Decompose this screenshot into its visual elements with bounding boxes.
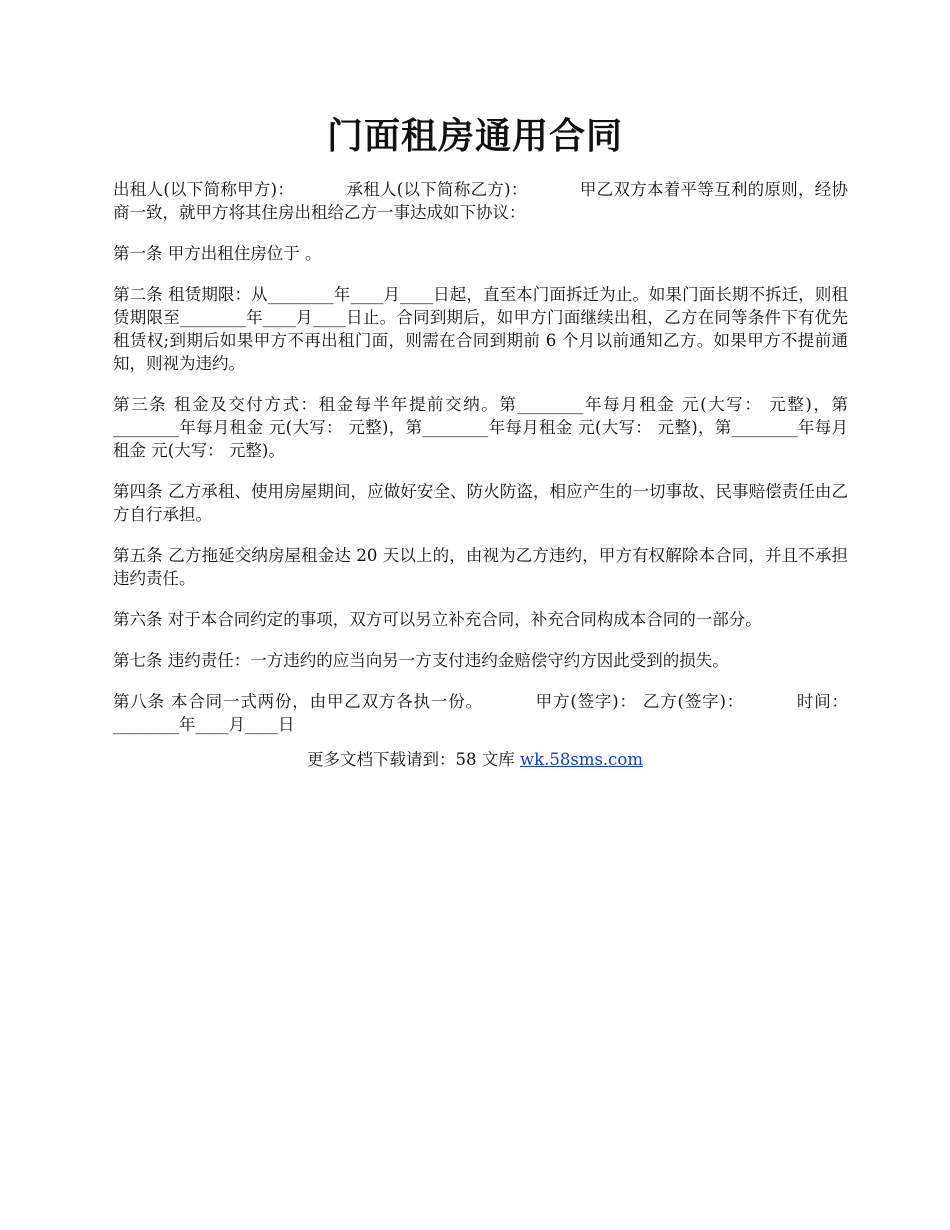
document-title: 门面租房通用合同 (326, 115, 623, 157)
article-6: 第六条 对于本合同约定的事项，双方可以另立补充合同，补充合同构成本合同的一部分。 (113, 610, 762, 629)
intro-text: 甲乙双方本着平等互利的原则，经协商一致，就甲方将其住房出租给乙方一事达成如下协议： (113, 180, 849, 222)
lessee-label: 承租人(以下简称乙方)： (346, 180, 528, 199)
time-label: 时间： (796, 692, 849, 711)
article-8 (113, 690, 848, 736)
article-3: 第三条 租金及交付方式：租金每半年提前交纳。第________年每月租金 元(大写： 元整)，第________年每月租金 元(大写： 元整)，第________年每月租金 元(大写： 元整)，第________年每月租金 元(大写： 元整)。 (113, 395, 848, 460)
footer-prefix: 更多文档下载请到：58 文库 (306, 750, 520, 769)
party-a-signature: 甲方(签字)： (534, 692, 637, 711)
party-b-signature: 乙方(签字)： (642, 692, 745, 711)
article-1: 第一条 甲方出租住房位于 。 (113, 244, 322, 263)
lessor-label: 出租人(以下简称甲方)： (113, 180, 295, 199)
article-8-text: 第八条 本合同一式两份，由甲乙双方各执一份。 (113, 692, 483, 711)
date-blank: ________年____月____日 (113, 715, 295, 734)
article-7: 第七条 违约责任：一方违约的应当向另一方支付违约金赔偿守约方因此受到的损失。 (113, 651, 729, 670)
article-4: 第四条 乙方承租、使用房屋期间，应做好安全、防火防盗，相应产生的一切事故、民事赔偿责任由乙方自行承担。 (113, 482, 848, 524)
article-5: 第五条 乙方拖延交纳房屋租金达 20 天以上的，由视为乙方违约，甲方有权解除本合同，并且不承担违约责任。 (113, 546, 848, 588)
document-body (113, 178, 848, 754)
footer (0, 748, 950, 771)
footer-link[interactable]: wk.58sms.com (519, 750, 643, 769)
article-2: 第二条 租赁期限：从________年____月____日起，直至本门面拆迁为止。如果门面长期不拆迁，则租赁期限至________年____月____日止。合同到期后，如甲方门面继续出租，乙方在同等条件下有优先租赁权;到期后如果甲方不再出租门面，则需在合同到期前 6 个月以前通知乙方。如果甲方不提前通知，则视为违约。 (113, 285, 848, 373)
intro-paragraph (113, 178, 848, 224)
